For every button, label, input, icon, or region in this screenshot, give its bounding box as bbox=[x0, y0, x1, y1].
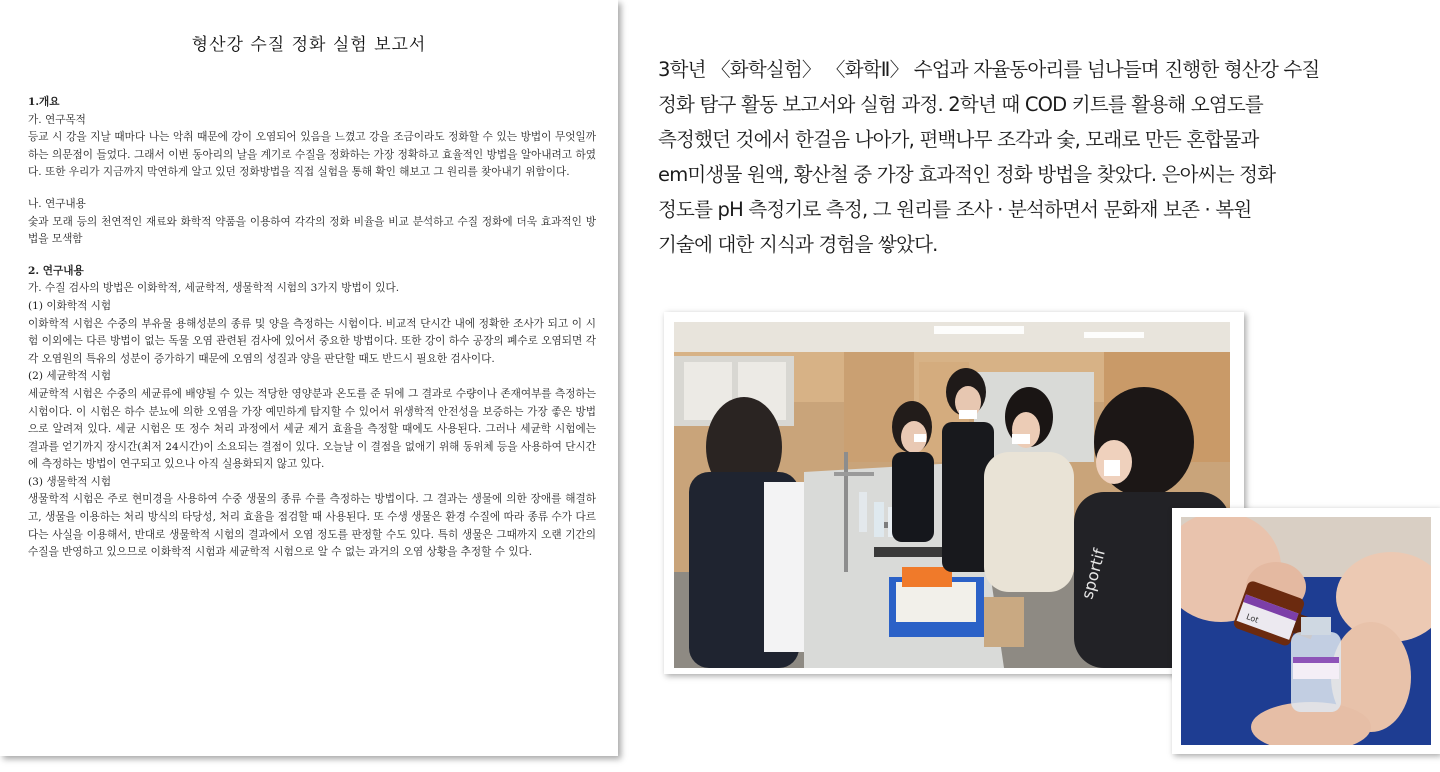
paragraph-gap bbox=[28, 249, 596, 263]
caption-line: 3학년 〈화학실험〉 〈화학Ⅱ〉 수업과 자율동아리를 넘나들며 진행한 형산강 수질 bbox=[658, 58, 1320, 81]
caption-line: 기술에 대한 지식과 경험을 쌓았다. bbox=[658, 233, 938, 256]
section-heading: 2. 연구내용 bbox=[28, 264, 84, 277]
caption-line: 정도를 pH 측정기로 측정, 그 원리를 조사 · 분석하면서 문화재 보존 · 복원 bbox=[658, 198, 1252, 221]
report-paragraph: (2) 세균학적 시험 bbox=[28, 370, 112, 383]
report-title: 형산강 수질 정화 실험 보고서 bbox=[191, 35, 427, 55]
hoodie-text: sportif bbox=[1077, 546, 1110, 602]
report-paragraph: 세균학적 시험은 수중의 세균류에 배양될 수 있는 적당한 영양분과 온도를 준 뒤에 그 결과로 수량이나 존재여부를 측정하는 시험이다. 이 시험은 하수 분뇨에 의한 오염을 가장 예민하게 탐지할 수 있어서 위생학적 안전성을 보증하는 가장 좋은 방법으로 알려져 있다. 세균 시험은 또 정수 처리 과정에서 세균 제거 효율을 측정할 때에도 사용된다. 그러나 세균학 시험에는 결과를 얻기까지 장시간(최저 24시간)이 소요되는 결점이 있다. 오늘날 이 결점을 없애기 위해 동위체 등을 사용하여 단시간에 측정하는 방법이 연구되고 있으나 아직 실용화되지 않고 있다. bbox=[28, 387, 596, 471]
report-paragraph: 숯과 모래 등의 천연적인 재료와 화학적 약품을 이용하여 각각의 정화 비율을 비교 분석하고 수질 정화에 더욱 효과적인 방법을 모색함 bbox=[28, 215, 596, 246]
report-paragraph: 생물학적 시험은 주로 현미경을 사용하여 수중 생물의 종류 수를 측정하는 방법이다. 그 결과는 생물에 의한 장애를 해결하고, 생물을 이용하는 처리 방식의 타당성, 처리 효율을 점검할 때 사용된다. 또 수생 생물은 환경 수질에 따라 종류 수가 다르다는 사실을 이용해서, 반대로 생물학적 시험의 결과에서 오염 정도를 판정할 수도 있다. 특히 생물은 그때까지 오랜 기간의 수질을 반영하고 있으므로 이화학적 시험과 세균학적 시험으로 알 수 없는 과거의 오염 상황을 추정할 수 있다. bbox=[28, 493, 596, 559]
report-paragraph: 이화학적 시험은 수중의 부유물 용해성분의 종류 및 양을 측정하는 시험이다. 비교적 단시간 내에 정확한 조사가 되고 이 시험 이외에는 다른 방법이 없는 독물 오염 관련된 검사에 있어서 중요한 방법이다. 또한 강이 하수 공장의 폐수로 오염되면 각각 오염원의 특유의 성분이 증가하기 때문에 오염의 성질과 양을 판단할 때도 반드시 필요한 검사이다. bbox=[28, 317, 596, 365]
bottle-label-text: Lot bbox=[1245, 612, 1260, 625]
report-body bbox=[28, 94, 596, 562]
lab-activity-photo bbox=[664, 312, 1244, 674]
report-page bbox=[0, 0, 618, 756]
caption-line: em미생물 원액, 황산철 중 가장 효과적인 정화 방법을 찾았다. 은아씨는 정화 bbox=[658, 163, 1276, 186]
students-lab-photo-icon bbox=[674, 322, 1230, 668]
dropper-bottle-photo-icon bbox=[1181, 517, 1431, 745]
dropper-inset-photo bbox=[1172, 508, 1440, 754]
report-paragraph: (1) 이화학적 시험 bbox=[28, 299, 112, 312]
report-paragraph: (3) 생물학적 시험 bbox=[28, 475, 112, 488]
photo-caption bbox=[658, 52, 1378, 262]
caption-line: 측정했던 것에서 한걸음 나아가, 편백나무 조각과 숯, 모래로 만든 혼합물과 bbox=[658, 128, 1259, 151]
report-paragraph: 가. 연구목적 bbox=[28, 113, 86, 126]
section-heading: 1.개요 bbox=[28, 96, 60, 108]
report-paragraph: 가. 수질 검사의 방법은 이화학적, 세균학적, 생물학적 시험의 3가지 방법이 있다. bbox=[28, 282, 400, 295]
report-paragraph: 등교 시 강을 지날 때마다 나는 악취 때문에 강이 오염되어 있음을 느꼈고 강을 조금이라도 정화할 수 있는 방법이 무엇일까 하는 의문점이 들었다. 그래서 이번 동아리의 날을 계기로 수질을 정화하는 가장 정확하고 효율적인 방법을 알아내려고 하였다. 또한 우리가 지금까지 막연하게 알고 있던 정화방법을 직접 실험을 통해 확인 해보고 그 원리를 찾아내기 위함이다. bbox=[28, 131, 596, 179]
caption-line: 정화 탐구 활동 보고서와 실험 과정. 2학년 때 COD 키트를 활용해 오염도를 bbox=[658, 93, 1263, 116]
paragraph-gap bbox=[28, 182, 596, 196]
report-paragraph: 나. 연구내용 bbox=[28, 197, 86, 210]
